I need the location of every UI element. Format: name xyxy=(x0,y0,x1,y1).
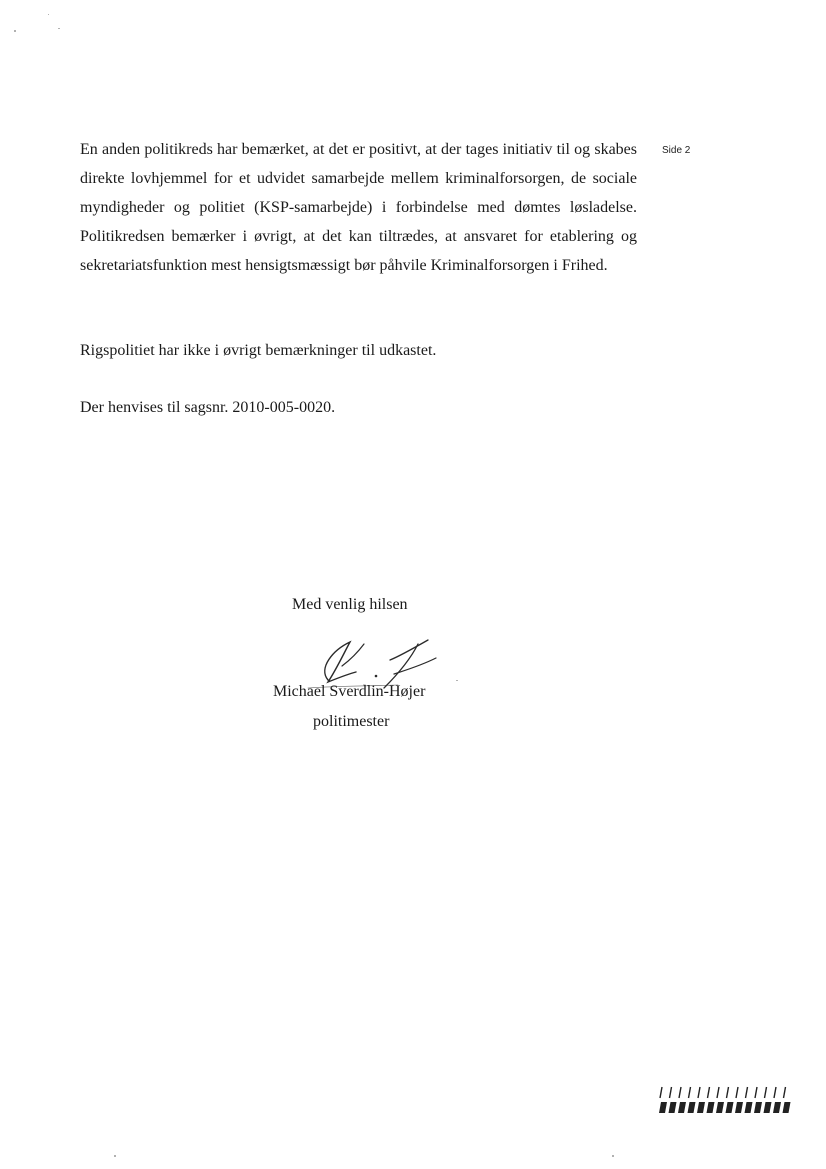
paragraph-sagsnr: Der henvises til sagsnr. 2010-005-0020. xyxy=(80,399,336,416)
scan-speck xyxy=(612,1155,614,1157)
barcode-slash xyxy=(774,1087,776,1098)
barcode-block xyxy=(726,1102,734,1113)
page-number: Side 2 xyxy=(662,145,691,156)
barcode-slash xyxy=(755,1087,757,1098)
barcode-slash xyxy=(746,1087,748,1098)
barcode-block xyxy=(669,1102,677,1113)
barcode-slash xyxy=(736,1087,738,1098)
barcode-block xyxy=(716,1102,724,1113)
barcode-slash xyxy=(717,1087,719,1098)
barcode-block xyxy=(754,1102,762,1113)
barcode-block xyxy=(697,1102,705,1113)
barcode-slash xyxy=(765,1087,767,1098)
barcode-block xyxy=(678,1102,686,1113)
barcode-slash xyxy=(708,1087,710,1098)
paragraph-rigspolitiet: Rigspolitiet har ikke i øvrigt bemærkninger til udkastet. xyxy=(80,342,437,359)
barcode-slash xyxy=(727,1087,729,1098)
signer-title: politimester xyxy=(313,713,390,730)
paragraph-politikreds: En anden politikreds har bemærket, at det er positivt, at der tages initiativ til og skabes direkte lovhjemmel for et udvidet samarbejde mellem kriminalforsorgen, de sociale myndigheder og politiet (KSP-samarbejde) i forbindelse med dømtes løsladelse. Politikredsen bemærker i øvrigt, at det kan tiltrædes, at ansvaret for etablering og sekretariatsfunktion mest hensigtsmæssigt bør påhvile Kriminalforsorgen i Frihed. xyxy=(80,141,637,274)
barcode-block xyxy=(659,1102,667,1113)
barcode-slash xyxy=(689,1087,691,1098)
barcode-block xyxy=(745,1102,753,1113)
barcode-slash xyxy=(670,1087,672,1098)
scan-speck xyxy=(114,1155,116,1157)
signer-name: Michael Sverdlin-Højer xyxy=(273,683,426,700)
barcode-block xyxy=(773,1102,781,1113)
barcode-block xyxy=(764,1102,772,1113)
closing-salutation: Med venlig hilsen xyxy=(292,596,408,613)
barcode-icon xyxy=(657,1086,792,1114)
barcode-slash xyxy=(698,1087,700,1098)
barcode-block xyxy=(783,1102,791,1113)
barcode-block xyxy=(707,1102,715,1113)
scan-speck xyxy=(456,680,458,681)
barcode-block xyxy=(688,1102,696,1113)
barcode-slash xyxy=(660,1087,662,1098)
scan-speck xyxy=(48,14,49,15)
barcode-slash xyxy=(784,1087,786,1098)
scan-speck xyxy=(14,30,16,32)
scan-speck xyxy=(58,28,60,29)
barcode-slash xyxy=(679,1087,681,1098)
barcode-block xyxy=(735,1102,743,1113)
